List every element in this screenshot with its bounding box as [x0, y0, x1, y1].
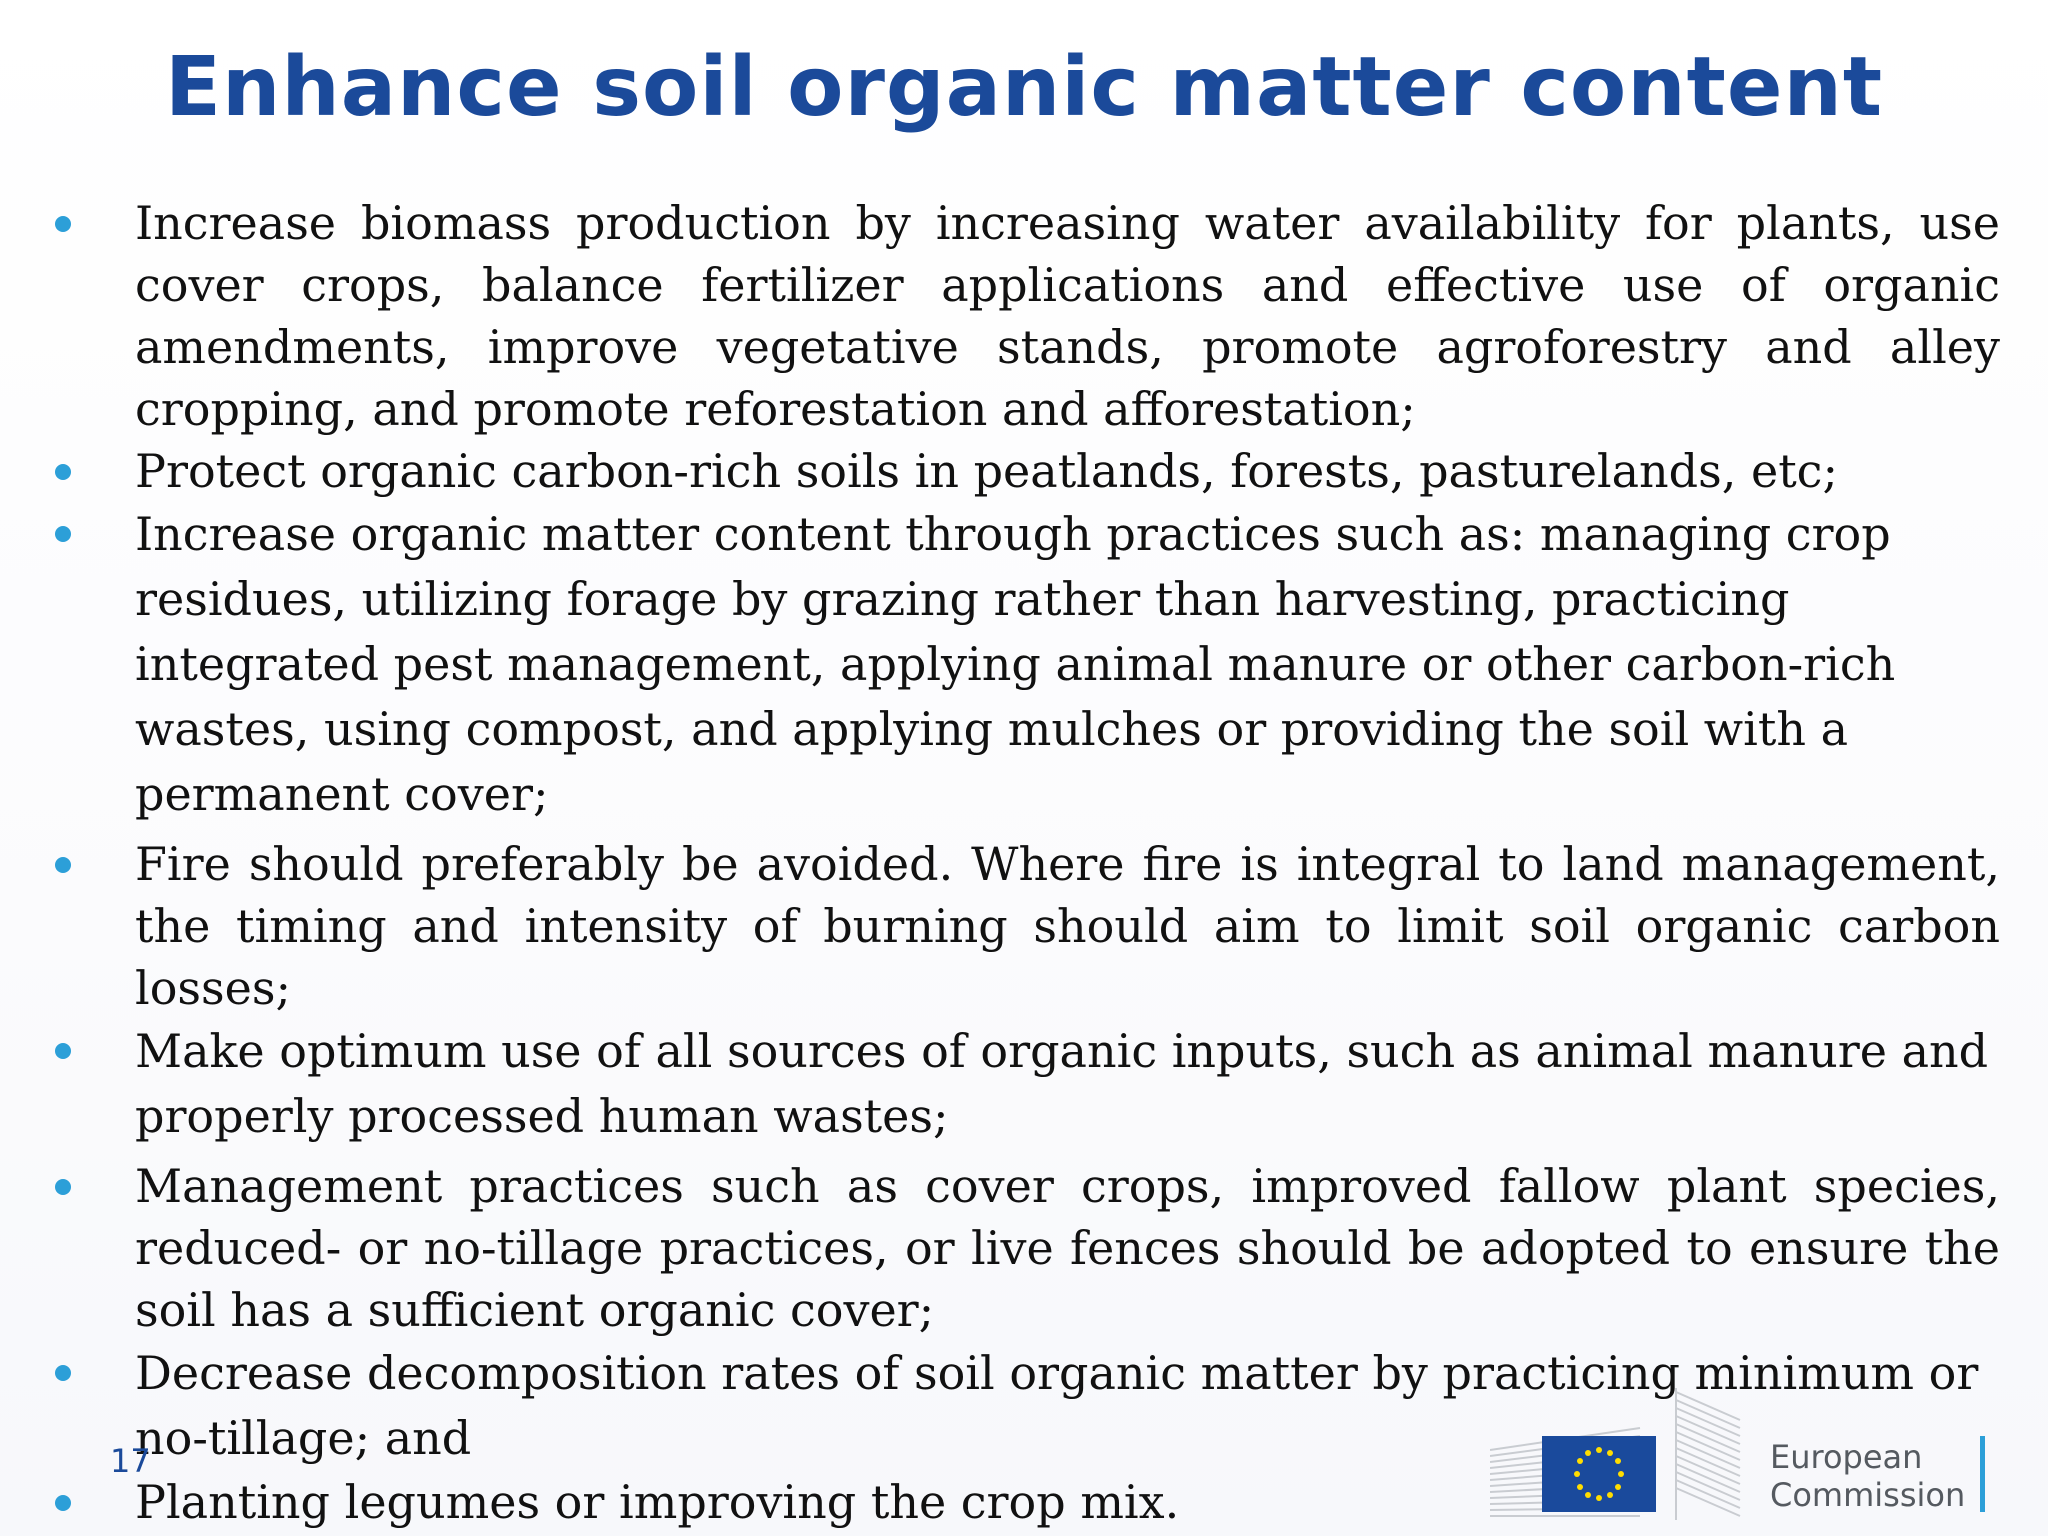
bullet-item — [135, 502, 2000, 827]
page-number: 17 — [110, 1442, 151, 1480]
bullet-item — [135, 440, 2000, 502]
bullet-text: Management practices such as cover crops, improved fallow plant species, reduced- or no-tillage practices, or live fences should be adopted to ensure the soil has a sufficient organic cover; — [135, 1159, 2000, 1337]
bullet-item — [135, 192, 2000, 440]
bullet-point-icon — [55, 1043, 71, 1059]
logo-line-2: Commission — [1770, 1476, 1966, 1514]
logo-accent-bar — [1980, 1436, 1985, 1512]
bullet-point-icon — [55, 526, 71, 542]
bullet-list — [135, 192, 2000, 1533]
bullet-point-icon — [55, 1179, 71, 1195]
bullet-point-icon — [55, 216, 71, 232]
bullet-text: Increase organic matter content through practices such as: managing crop residues, utilizing forage by grazing rather than harvesting, practicing integrated pest management, applying animal manure or other carbon-rich wastes, using compost, and applying mulches or providing the soil with a permanent cover; — [135, 507, 1896, 821]
european-commission-logo — [1490, 1380, 2010, 1520]
bullet-text: Decrease decomposition rates of soil organic matter by practicing minimum or no-tillage; and — [135, 1346, 1979, 1465]
bullet-point-icon — [55, 1495, 71, 1511]
bullet-item — [135, 1019, 2000, 1149]
bullet-point-icon — [55, 857, 71, 873]
bullet-point-icon — [55, 1365, 71, 1381]
logo-line-1: European — [1770, 1438, 1923, 1476]
slide-title: Enhance soil organic matter content — [164, 40, 1884, 135]
bullet-text: Make optimum use of all sources of organic inputs, such as animal manure and properly processed human wastes; — [135, 1024, 1989, 1143]
bullet-text: Increase biomass production by increasing water availability for plants, use cover crops, balance fertilizer applications and effective use of organic amendments, improve vegetative stands, promote agroforestry and alley cropping, and promote reforestation and afforestation; — [135, 196, 2000, 436]
bullet-text: Fire should preferably be avoided. Where fire is integral to land management, the timing and intensity of burning should aim to limit soil organic carbon losses; — [135, 837, 2000, 1015]
bullet-item — [135, 1155, 2000, 1341]
bullet-text: Planting legumes or improving the crop mix. — [135, 1475, 1180, 1529]
bullet-text: Protect organic carbon-rich soils in peatlands, forests, pasturelands, etc; — [135, 444, 1838, 498]
bullet-item — [135, 833, 2000, 1019]
bullet-point-icon — [55, 464, 71, 480]
logo-wordmark — [1770, 1438, 1965, 1514]
